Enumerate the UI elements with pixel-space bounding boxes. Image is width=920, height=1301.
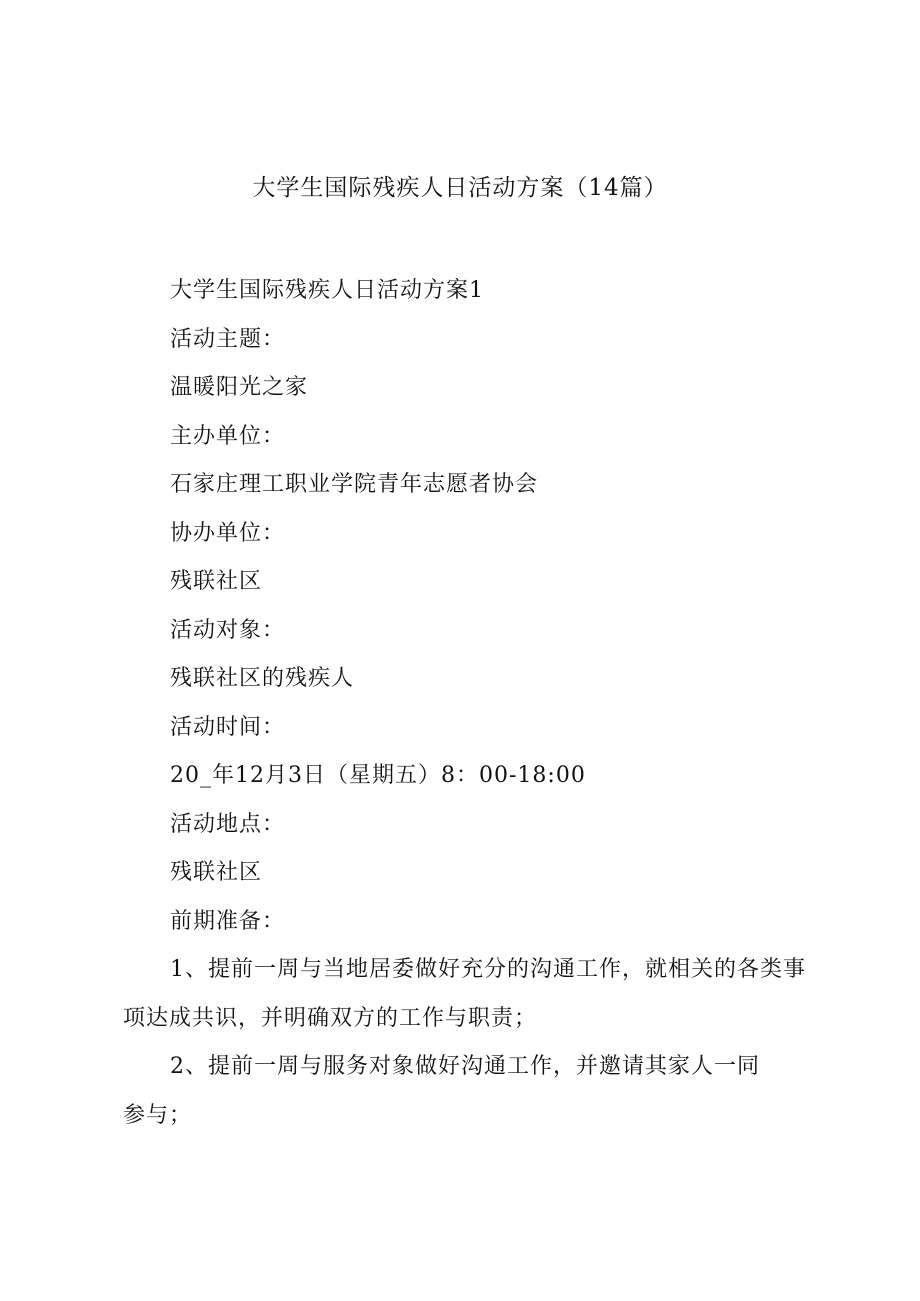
field-value-time: 20_年12月3日（星期五）8：00-18:00 [170, 763, 586, 788]
field-value-organizer: 石家庄理工职业学院青年志愿者协会 [170, 472, 539, 497]
field-value-theme: 温暖阳光之家 [170, 375, 309, 400]
field-label-theme: 活动主题： [170, 326, 286, 352]
field-value-location: 残联社区 [170, 860, 263, 885]
field-label-preparation: 前期准备： [170, 908, 286, 934]
preparation-item-1-line1: 1、提前一周与当地居委做好充分的沟通工作，就相关的各类事 [170, 957, 806, 982]
preparation-item-1 [123, 946, 823, 1043]
field-value-co-organizer: 残联社区 [170, 569, 263, 594]
field-label-time: 活动时间： [170, 714, 286, 740]
document-body [123, 267, 823, 1140]
field-label-organizer: 主办单位： [170, 423, 286, 449]
field-label-location: 活动地点： [170, 811, 286, 837]
preparation-item-2-line1: 2、提前一周与服务对象做好沟通工作，并邀请其家人一同 [170, 1054, 760, 1079]
field-label-audience: 活动对象： [170, 617, 286, 643]
document-title: 大学生国际残疾人日活动方案（14篇） [252, 175, 668, 201]
section-heading: 大学生国际残疾人日活动方案1 [170, 278, 484, 303]
preparation-item-2 [123, 1043, 823, 1140]
preparation-item-2-line2: 参与； [123, 1102, 193, 1128]
field-label-co-organizer: 协办单位： [170, 520, 286, 546]
field-value-audience: 残联社区的残疾人 [170, 666, 355, 691]
preparation-item-1-line2: 项达成共识，并明确双方的工作与职责； [123, 1005, 538, 1031]
